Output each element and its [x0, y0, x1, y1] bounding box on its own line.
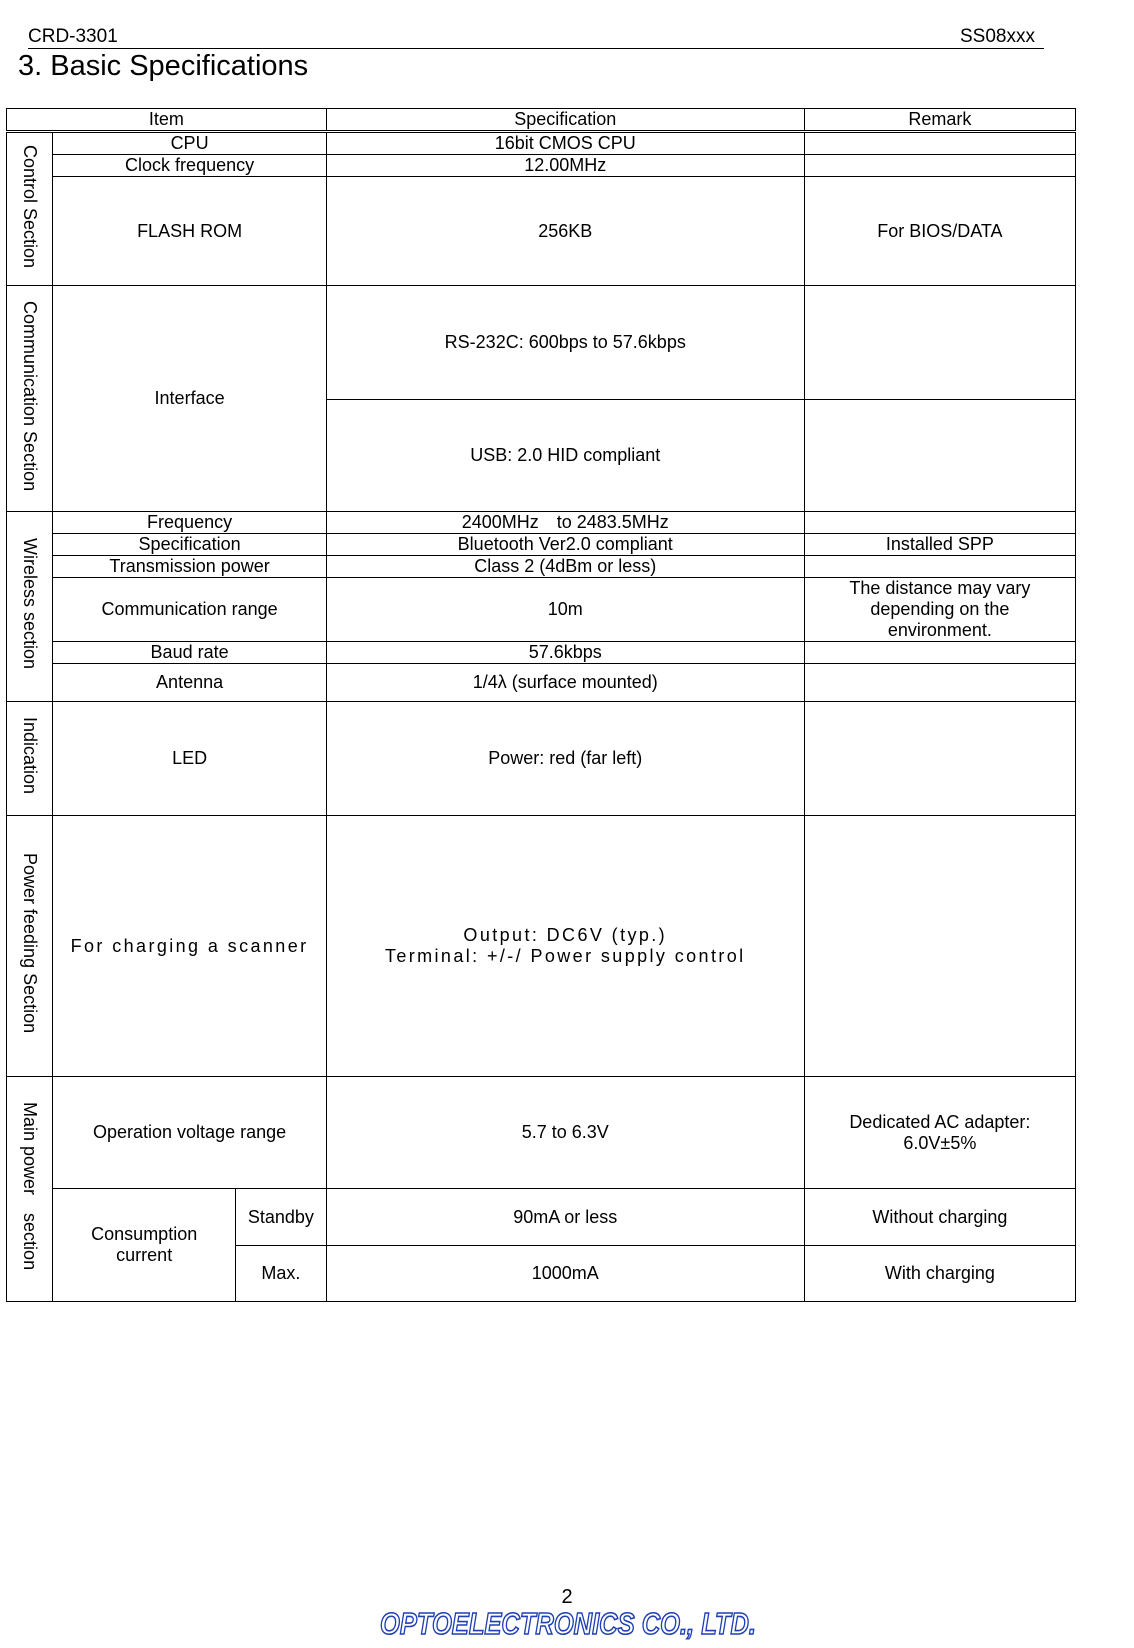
header-specification: Specification [326, 109, 804, 132]
specifications-table [6, 108, 1076, 1302]
spec-cell: RS-232C: 600bps to 57.6kbps [326, 286, 804, 400]
table-row [7, 286, 1076, 400]
remark-cell [804, 512, 1075, 534]
item-cell: Communication range [53, 578, 326, 642]
remark-cell [804, 556, 1075, 578]
spec-line: Output: DC6V (typ.) [463, 925, 668, 945]
spec-cell: 2400MHz to 2483.5MHz [326, 512, 804, 534]
section-main-power [7, 1077, 53, 1302]
section-communication [7, 286, 53, 512]
remark-cell: Installed SPP [804, 534, 1075, 556]
header-item: Item [7, 109, 327, 132]
section-label: Indication [20, 717, 41, 795]
model-number: SS08xxx [960, 26, 1035, 47]
spec-cell: Bluetooth Ver2.0 compliant [326, 534, 804, 556]
section-wireless [7, 512, 53, 702]
spec-cell: Power: red (far left) [326, 702, 804, 816]
spec-cell: 12.00MHz [326, 155, 804, 177]
item-cell: LED [53, 702, 326, 816]
table-row [7, 1189, 1076, 1246]
page-title: 3. Basic Specifications [18, 50, 309, 82]
section-power-feeding [7, 816, 53, 1077]
table-row [7, 556, 1076, 578]
spec-cell: 1000mA [326, 1246, 804, 1302]
remark-cell [804, 155, 1075, 177]
spec-cell: 256KB [326, 177, 804, 286]
table-row [7, 177, 1076, 286]
spec-cell: 10m [326, 578, 804, 642]
subitem-cell: Max. [235, 1246, 326, 1302]
remark-cell: Without charging [804, 1189, 1075, 1246]
item-cell: Frequency [53, 512, 326, 534]
company-logo-text: OPTOELECTRONICS CO., LTD. [380, 1606, 756, 1641]
table-row [7, 578, 1076, 642]
remark-cell [804, 702, 1075, 816]
header-rule [28, 48, 1044, 49]
section-label: Wireless section [20, 538, 41, 670]
item-cell: Interface [53, 286, 326, 512]
table-row [7, 512, 1076, 534]
table-row [7, 132, 1076, 155]
spec-cell: 90mA or less [326, 1189, 804, 1246]
item-cell: For charging a scanner [53, 816, 326, 1077]
spec-cell: USB: 2.0 HID compliant [326, 400, 804, 512]
item-cell: FLASH ROM [53, 177, 326, 286]
table-row [7, 642, 1076, 664]
table-row [7, 155, 1076, 177]
section-label: Control Section [20, 144, 41, 269]
remark-cell [804, 664, 1075, 702]
table-row [7, 816, 1076, 1077]
remark-cell: The distance may vary depending on the environment. [804, 578, 1075, 642]
remark-line: Dedicated AC adapter: [849, 1111, 1031, 1132]
remark-cell: With charging [804, 1246, 1075, 1302]
section-label: Main power section [20, 1102, 41, 1271]
remark-cell [804, 642, 1075, 664]
section-indication [7, 702, 53, 816]
remark-cell [804, 132, 1075, 155]
remark-cell [804, 816, 1075, 1077]
table-row [7, 534, 1076, 556]
spec-cell: Class 2 (4dBm or less) [326, 556, 804, 578]
section-control [7, 132, 53, 286]
spec-cell: 57.6kbps [326, 642, 804, 664]
company-logo [378, 1600, 758, 1644]
table-row [7, 702, 1076, 816]
remark-line: 6.0V±5% [903, 1132, 977, 1153]
section-label: Communication Section [20, 300, 41, 492]
table-header-row [7, 109, 1076, 132]
table-row [7, 1077, 1076, 1189]
item-cell: Clock frequency [53, 155, 326, 177]
item-cell: Antenna [53, 664, 326, 702]
page-number: 2 [561, 1586, 573, 1608]
remark-cell [804, 400, 1075, 512]
remark-cell [804, 286, 1075, 400]
item-cell: Baud rate [53, 642, 326, 664]
spec-cell: 5.7 to 6.3V [326, 1077, 804, 1189]
section-label: Power feeding Section [20, 853, 41, 1034]
remark-cell: For BIOS/DATA [804, 177, 1075, 286]
remark-cell [804, 1077, 1075, 1189]
item-cell: Operation voltage range [53, 1077, 326, 1189]
item-cell: Transmission power [53, 556, 326, 578]
spec-line: Terminal: +/-/ Power supply control [384, 946, 746, 966]
spec-cell: 16bit CMOS CPU [326, 132, 804, 155]
item-cell: Specification [53, 534, 326, 556]
item-cell: CPU [53, 132, 326, 155]
spec-cell [326, 816, 804, 1077]
item-cell: Consumption current [53, 1189, 236, 1302]
subitem-cell: Standby [235, 1189, 326, 1246]
document-number: CRD-3301 [28, 26, 118, 47]
table-row [7, 664, 1076, 702]
spec-cell: 1/4λ (surface mounted) [326, 664, 804, 702]
header-remark: Remark [804, 109, 1075, 132]
